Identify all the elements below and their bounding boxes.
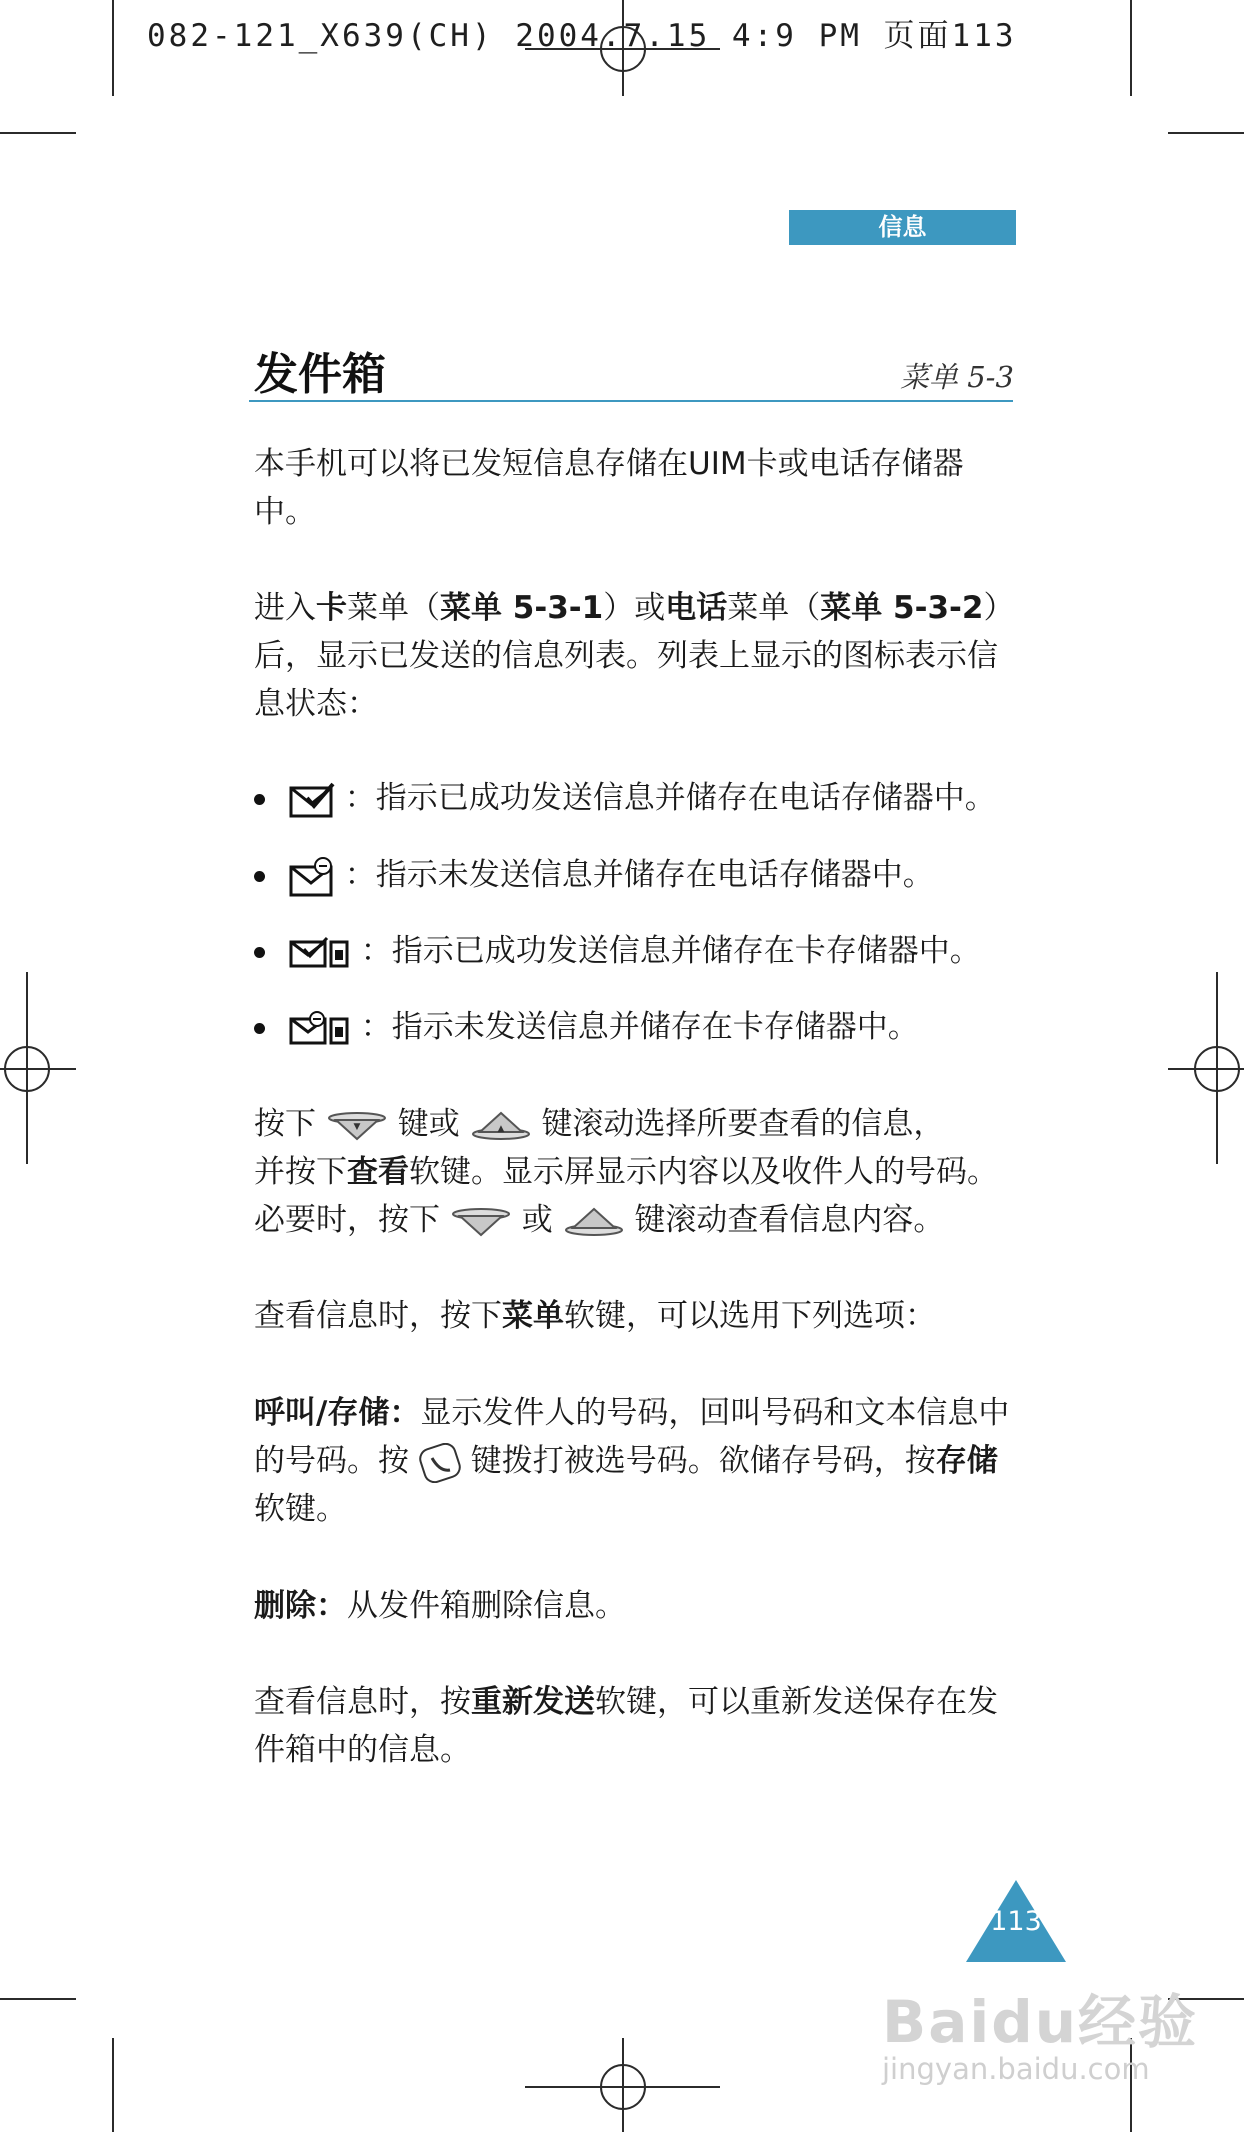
navigation-paragraph: 按下 ▼ 键或 ▲ 键滚动选择所要查看的信息， 并按下查看软键。显示屏显示内容以及收件人的号码。 必要时，按下 或 键滚动查看信息内容。 [254,1106,998,1238]
page-title: 发件箱 [254,349,386,400]
up-key-icon [470,1109,532,1143]
up-key-icon [563,1205,625,1239]
title-divider [249,400,1013,402]
status-bullet: ：指示已成功发送信息并储存在卡存储器中。 [254,928,1034,974]
resend-paragraph: 查看信息时，按重新发送软键，可以重新发送保存在发件箱中的信息。 [254,1684,998,1768]
bullet-dot [254,794,265,805]
bullet-dot [254,947,265,958]
envelope-check-icon [289,782,335,818]
baidu-watermark: Baidu经验 [882,1988,1199,2056]
svg-text:▲: ▲ [497,1123,505,1134]
status-bullet: ：指示未发送信息并储存在卡存储器中。 [254,1004,1034,1050]
send-key-icon [419,1443,461,1483]
status-bullet: ：指示未发送信息并储存在电话存储器中。 [254,852,1034,898]
registration-mark-bottom [598,2062,648,2112]
bullet-dot [254,871,265,882]
print-header: 082-121_X639(CH) 2004.7.15 4:9 PM 页面113 [147,18,1017,54]
watermark-url: jingyan.baidu.com [882,2052,1150,2086]
down-key-icon [450,1205,512,1239]
envelope-unsent-card-icon [289,1011,351,1047]
section-tab: 信息 [789,210,1016,245]
call-save-option: 呼叫/存储：显示发件人的号码，回叫号码和文本信息中的号码。按 键拨打被选号码。欲储存号码，按存储软键。 [254,1395,1010,1527]
menu-entry-paragraph: 进入卡菜单（菜单 5-3-1）或电话菜单（菜单 5-3-2）后，显示已发送的信息列表。列表上显示的图标表示信息状态： [254,590,999,722]
bullet-dot [254,1023,265,1034]
down-key-icon [326,1109,388,1143]
envelope-check-card-icon [289,936,351,970]
svg-text:▼: ▼ [353,1121,361,1132]
menu-reference: 菜单 5-3 [900,360,1014,394]
intro-paragraph: 本手机可以将已发短信息存储在UIM卡或电话存储器中。 [254,446,964,530]
menu-options-paragraph: 查看信息时，按下菜单软键，可以选用下列选项： [254,1298,936,1334]
registration-mark-left [2,1044,52,1094]
envelope-unsent-icon [289,857,335,897]
status-bullet: ：指示已成功发送信息并储存在电话存储器中。 [254,775,1034,821]
registration-mark-right [1192,1044,1242,1094]
delete-option: 删除：从发件箱删除信息。 [254,1588,626,1624]
page-number: 113 [990,1906,1042,1937]
